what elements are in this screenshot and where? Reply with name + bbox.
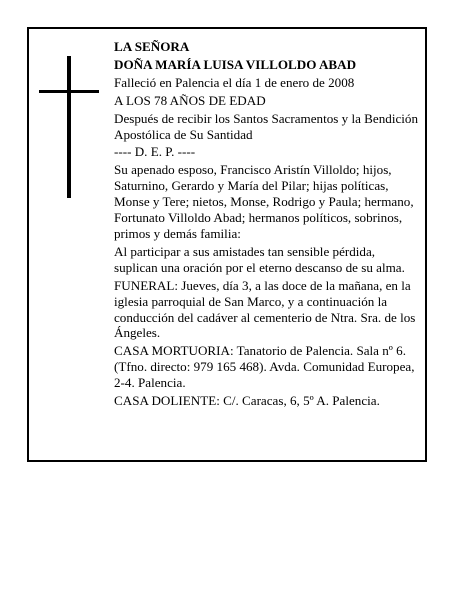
age-line: A LOS 78 AÑOS DE EDAD: [114, 92, 266, 108]
deceased-name: DOÑA MARÍA LUISA VILLOLDO ABAD: [114, 56, 357, 72]
prayer-request: Al participar a sus amistades tan sensible pérdida, suplican una oración por el eterno descanso de su alma.: [114, 243, 405, 275]
funeral-info: FUNERAL: Jueves, día 3, a las doce de la mañana, en la iglesia parroquial de San Marco, y a continuación la conducción del cadáver al cementerio de Ntra. Sra. de los Ángeles.: [114, 277, 416, 341]
cross-horizontal-bar: [39, 90, 99, 93]
notice-title: LA SEÑORA: [114, 39, 190, 54]
obituary-text: [114, 39, 419, 411]
death-date: Falleció en Palencia el día 1 de enero de 2008: [114, 74, 355, 90]
cross-vertical-bar: [67, 56, 71, 198]
latin-cross-icon: [39, 56, 99, 198]
residence-info: CASA DOLIENTE: C/. Caracas, 6, 5º A. Palencia.: [114, 393, 380, 409]
family-paragraph: Su apenado esposo, Francisco Aristín Villoldo; hijos, Saturnino, Gerardo y María del Pilar; hijas políticas, Monse y Tere; nietos, Monse, Rodrigo y Paula; hermano, Fortunato Villoldo Abad; hermanos políticos, sobrinos, primos y demás familia:: [114, 162, 414, 241]
sacraments-line: Después de recibir los Santos Sacramentos y la Bendición Apostólica de Su Santidad: [114, 110, 418, 142]
mortuary-info: CASA MORTUORIA: Tanatorio de Palencia. Sala nº 6. (Tfno. directo: 979 165 468). Avda. Comunidad Europea, 2-4. Palencia.: [114, 343, 415, 391]
rip-line: ---- D. E. P. ----: [114, 144, 196, 160]
obituary-notice: [27, 27, 427, 462]
